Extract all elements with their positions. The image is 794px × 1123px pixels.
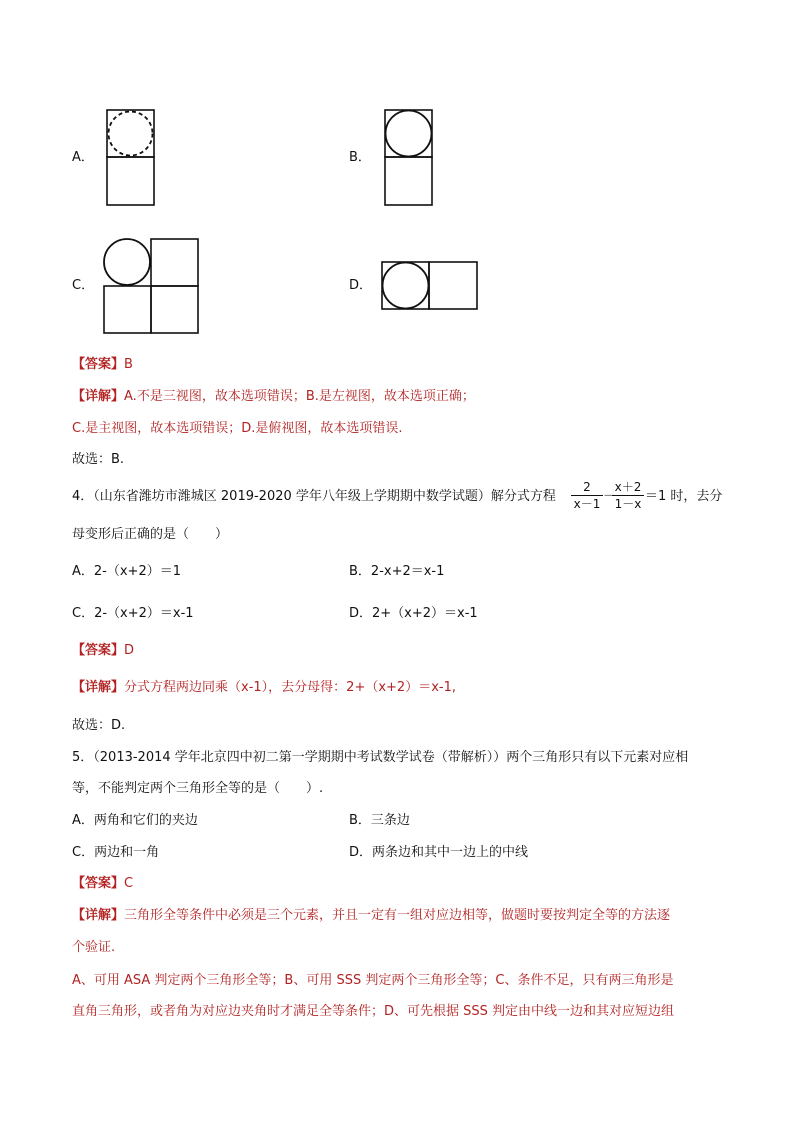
q4-fraction-1 xyxy=(571,480,603,511)
detail-tag: 【详解】 xyxy=(72,680,125,695)
q4-fraction-2 xyxy=(612,480,644,511)
q5-detail-line2: 个验证. xyxy=(72,940,116,955)
q4-option-a: A．2-（x+2）＝1 xyxy=(72,564,181,579)
detail-text: 三角形全等条件中必须是三个元素，并且一定有一组对应边相等，做题时要按判定全等的方法逐 xyxy=(124,908,671,923)
detail-tag: 【详解】 xyxy=(72,389,125,404)
fraction-denominator: 1－x xyxy=(614,497,642,511)
q3-answer xyxy=(72,357,133,373)
answer-value: C xyxy=(124,876,134,891)
option-b-label: B． xyxy=(349,150,371,165)
q5-answer xyxy=(72,876,133,892)
option-b-figure xyxy=(384,109,434,207)
q4-detail xyxy=(72,680,456,696)
answer-value: B xyxy=(124,357,133,372)
q3-detail-line1 xyxy=(72,389,475,405)
q3-detail-line2: C.是主视图，故本选项错误；D.是俯视图，故本选项错误. xyxy=(72,421,403,436)
fraction-denominator: x－1 xyxy=(573,497,601,511)
q4-option-d: D．2+（x+2）＝x-1 xyxy=(349,606,478,621)
q4-stem-suffix: ＝1 时，去分 xyxy=(645,489,723,504)
fraction-numerator: 2 xyxy=(583,480,591,494)
q5-detail-line4: 直角三角形，或者角为对应边夹角时才满足全等条件；D、可先根据 SSS 判定由中线一边和其对应短边组 xyxy=(72,1004,675,1019)
option-d-figure xyxy=(381,261,479,311)
option-d-label: D． xyxy=(349,278,373,293)
option-a-figure xyxy=(106,109,156,207)
q3-conclusion: 故选：B. xyxy=(72,452,125,467)
answer-tag: 【答案】 xyxy=(72,643,125,658)
detail-text: 分式方程两边同乘（x-1），去分母得：2+（x+2）＝x-1, xyxy=(124,680,456,695)
answer-tag: 【答案】 xyxy=(72,357,125,372)
q5-detail-line3: A、可用 ASA 判定两个三角形全等；B、可用 SSS 判定两个三角形全等；C、条件不足，只有两三角形是 xyxy=(72,973,674,988)
answer-value: D xyxy=(124,643,135,658)
detail-text: A.不是三视图，故本选项错误；B.是左视图，故本选项正确； xyxy=(124,389,475,404)
q5-option-b: B．三条边 xyxy=(349,813,410,828)
q4-stem-line2: 母变形后正确的是（ ） xyxy=(72,527,229,542)
q5-stem-line1: 5．（2013-2014 学年北京四中初二第一学期期中考试数学试卷（带解析））两个三角形只有以下元素对应相 xyxy=(72,750,689,765)
q4-minus-sign: － xyxy=(603,489,617,504)
q5-option-c: C．两边和一角 xyxy=(72,845,160,860)
q5-stem-line2: 等，不能判定两个三角形全等的是（ ）. xyxy=(72,781,324,796)
q4-option-b: B．2-x+2＝x-1 xyxy=(349,564,445,579)
q4-stem-prefix: 4．（山东省潍坊市潍城区 2019-2020 学年八年级上学期期中数学试题）解分式方程 xyxy=(72,489,556,504)
option-c-label: C． xyxy=(72,278,95,293)
q4-option-c: C．2-（x+2）＝x-1 xyxy=(72,606,194,621)
q5-option-a: A．两角和它们的夹边 xyxy=(72,813,198,828)
detail-tag: 【详解】 xyxy=(72,908,125,923)
fraction-numerator: x＋2 xyxy=(614,480,642,494)
q5-option-d: D．两条边和其中一边上的中线 xyxy=(349,845,529,860)
q5-detail-line1 xyxy=(72,908,670,924)
option-c-figure xyxy=(103,238,199,334)
q4-answer xyxy=(72,643,134,659)
q4-conclusion: 故选：D. xyxy=(72,718,126,733)
answer-tag: 【答案】 xyxy=(72,876,125,891)
option-a-label: A． xyxy=(72,150,94,165)
